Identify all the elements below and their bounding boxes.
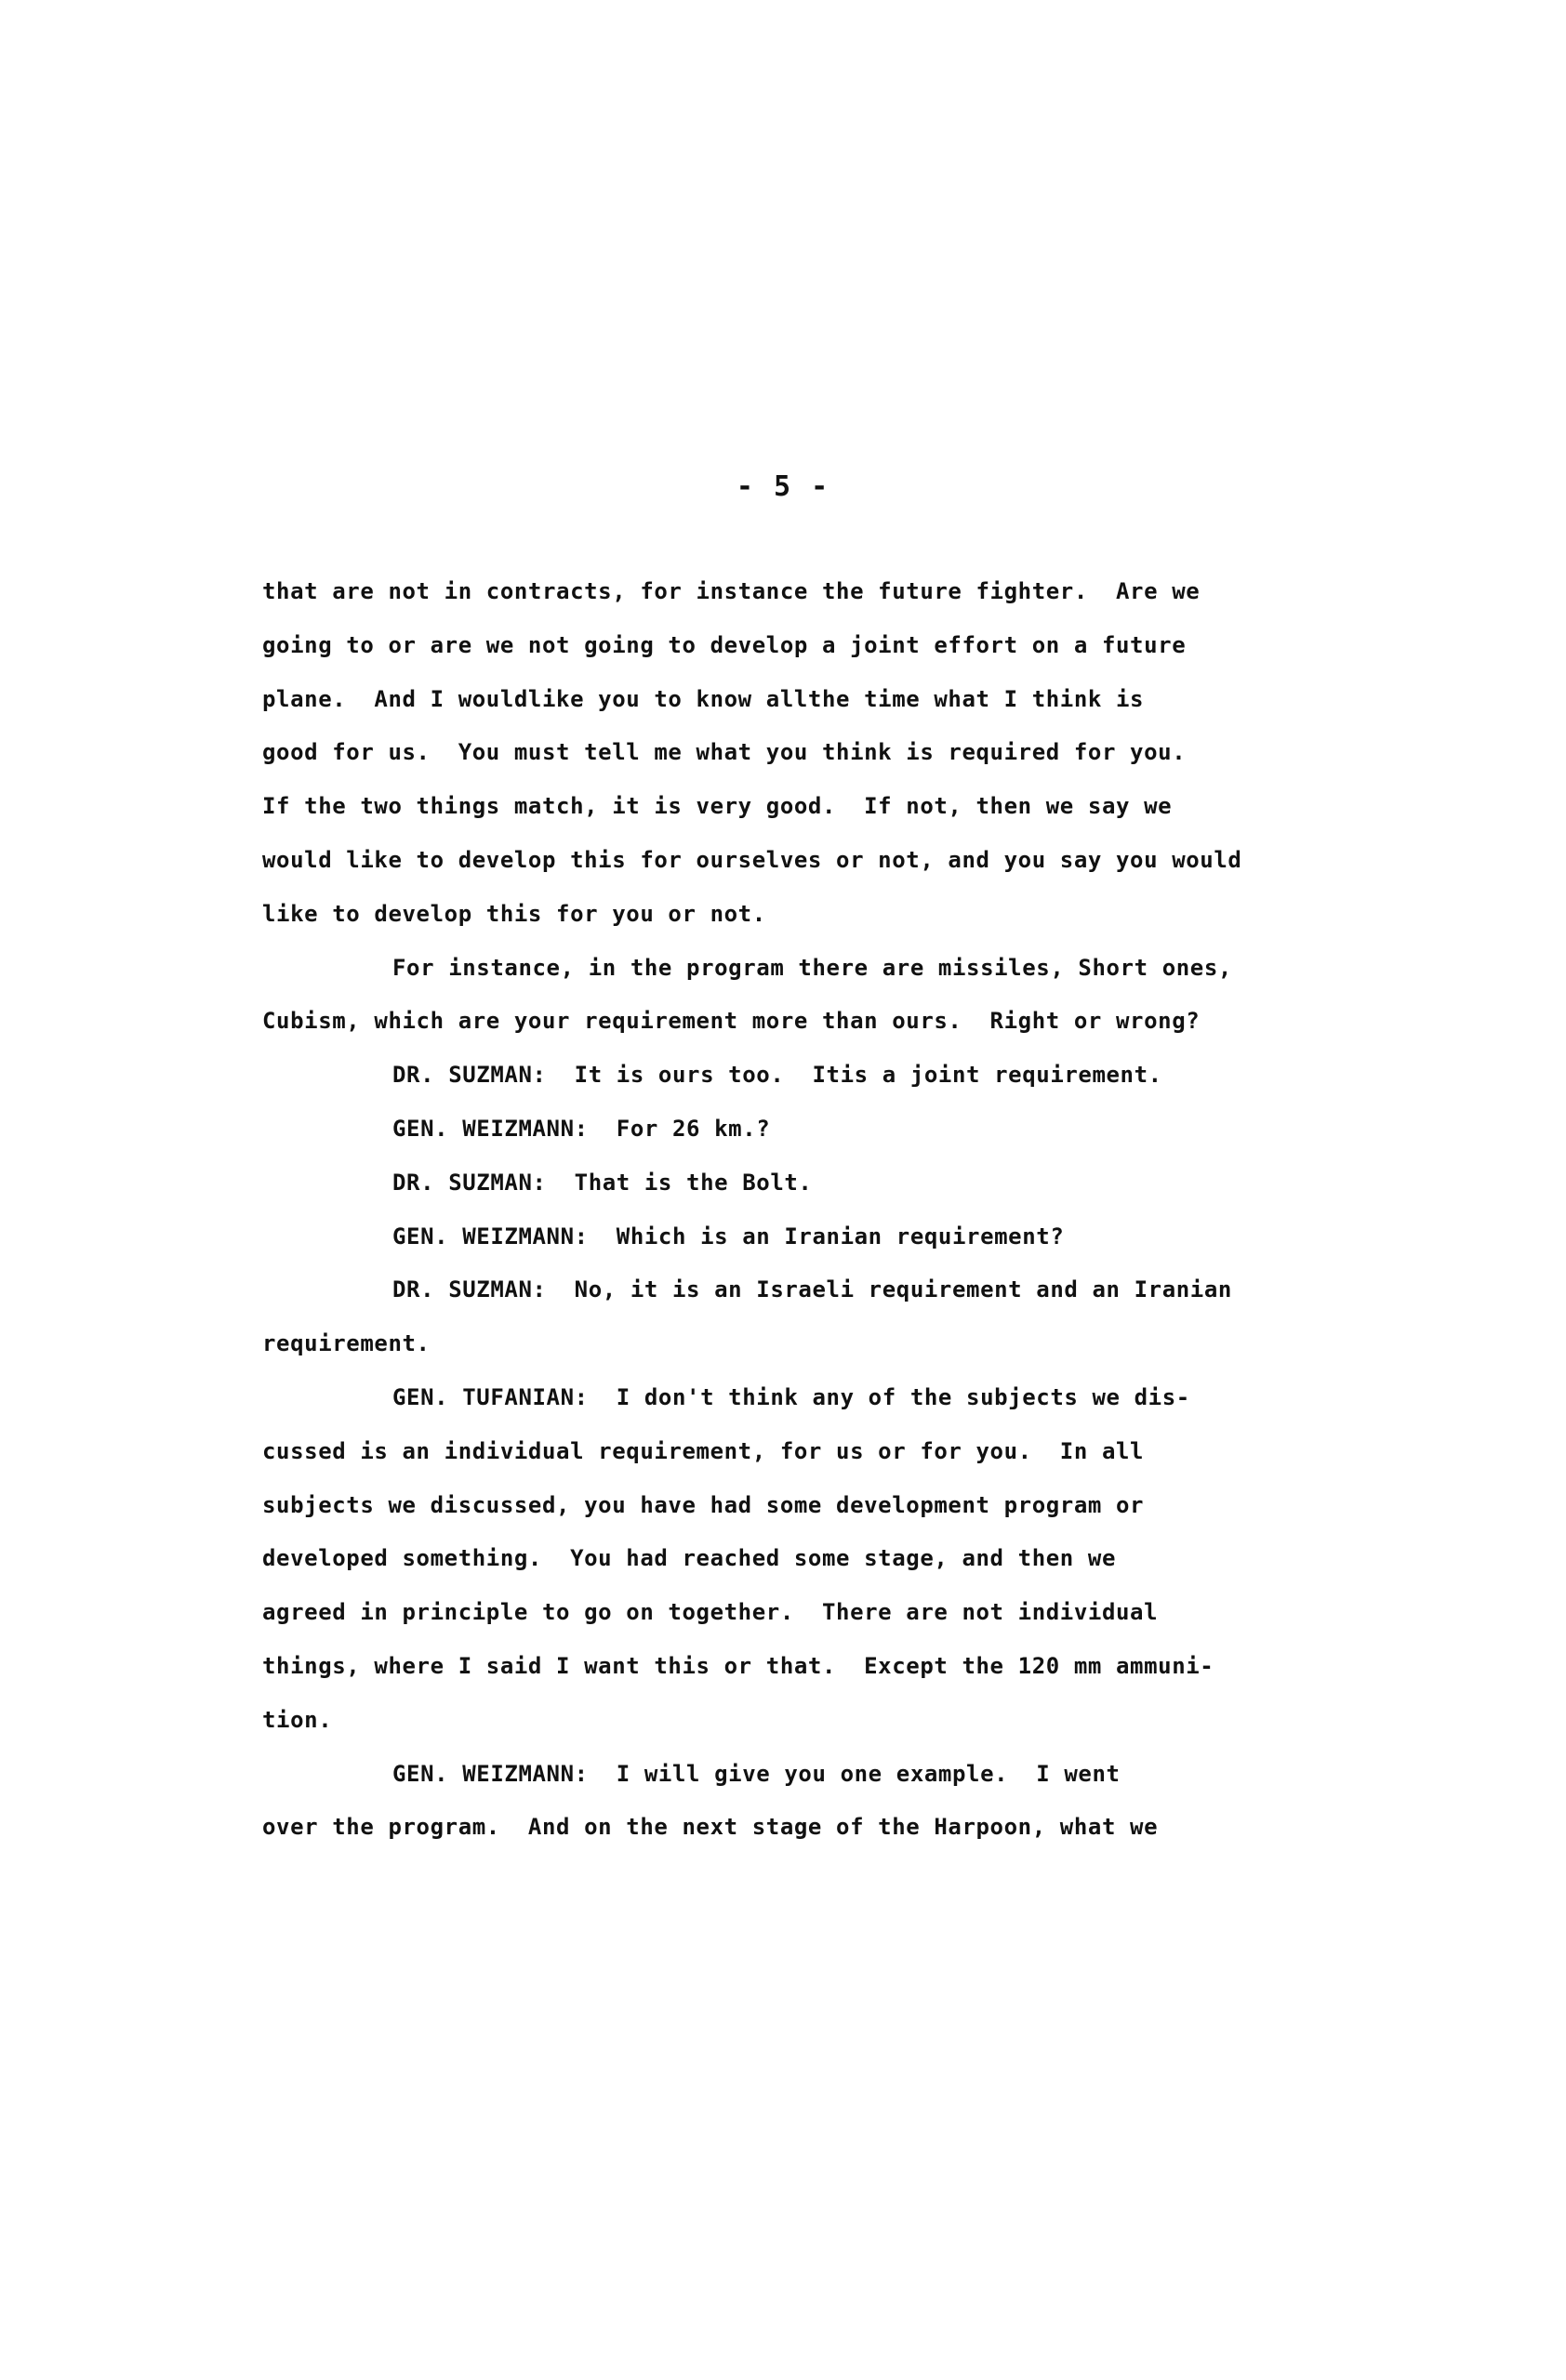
speaker-line: GEN. WEIZMANN: For 26 km.? xyxy=(392,1115,771,1142)
text-line: requirement. xyxy=(262,1330,431,1357)
text-line: agreed in principle to go on together. There are not individual xyxy=(262,1599,1159,1626)
document-body xyxy=(262,565,1360,1855)
page-number: - 5 - xyxy=(736,470,830,503)
text-line: cussed is an individual requirement, for us or for you. In all xyxy=(262,1437,1145,1464)
speaker-line: DR. SUZMAN: It is ours too. Itis a joint requirement. xyxy=(392,1062,1162,1089)
text-line: If the two things match, it is very good. If not, then we say we xyxy=(262,793,1173,820)
text-line: subjects we discussed, you have had some development program or xyxy=(262,1491,1145,1518)
text-line: going to or are we not going to develop a joint effort on a future xyxy=(262,631,1187,658)
paragraph-start-line: For instance, in the program there are missiles, Short ones, xyxy=(392,954,1232,981)
text-line: plane. And I wouldlike you to know allthe time what I think is xyxy=(262,685,1145,712)
speaker-line: DR. SUZMAN: No, it is an Israeli requirement and an Iranian xyxy=(392,1276,1232,1303)
text-line: things, where I said I want this or that. Except the 120 mm ammuni- xyxy=(262,1652,1214,1679)
text-line: developed something. You had reached some stage, and then we xyxy=(262,1545,1117,1572)
speaker-line: GEN. TUFANIAN: I don't think any of the subjects we dis- xyxy=(392,1383,1190,1410)
speaker-line: GEN. WEIZMANN: I will give you one example. I went xyxy=(392,1760,1121,1787)
speaker-line: GEN. WEIZMANN: Which is an Iranian requirement? xyxy=(392,1223,1065,1250)
text-line: good for us. You must tell me what you think is required for you. xyxy=(262,739,1187,766)
text-line: like to develop this for you or not. xyxy=(262,900,766,927)
speaker-line: DR. SUZMAN: That is the Bolt. xyxy=(392,1169,813,1196)
text-line: tion. xyxy=(262,1706,333,1733)
text-line: over the program. And on the next stage of the Harpoon, what we xyxy=(262,1814,1159,1841)
text-line: would like to develop this for ourselves or not, and you say you would xyxy=(262,846,1242,873)
text-line: Cubism, which are your requirement more than ours. Right or wrong? xyxy=(262,1008,1201,1035)
text-line: that are not in contracts, for instance the future fighter. Are we xyxy=(262,578,1201,604)
